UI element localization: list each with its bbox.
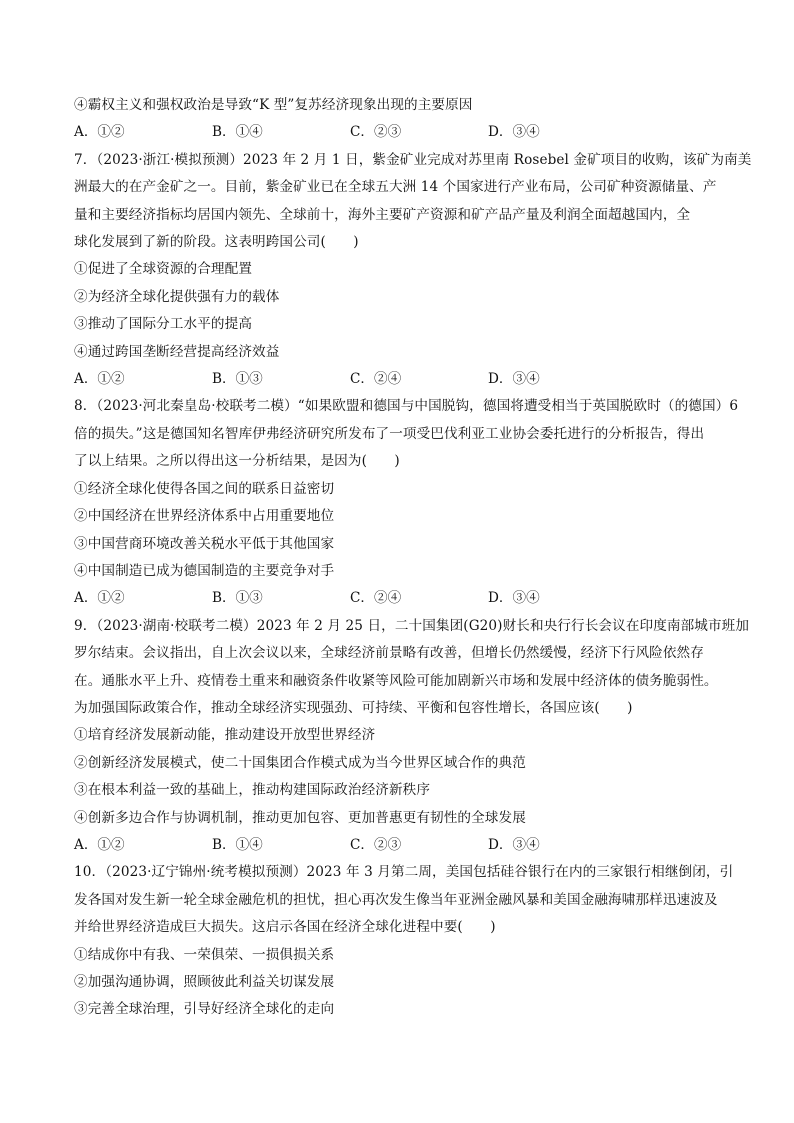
choice-line: ③中国营商环境改善关税水平低于其他国家	[74, 535, 335, 552]
question-stem-line: 倍的损失。”这是德国知名智库伊弗经济研究所发布了一项受巴伐利亚工业协会委托进行的分析报告，得出	[74, 425, 705, 442]
question-stem-line: 球化发展到了新的阶段。这表明跨国公司( )	[74, 234, 359, 251]
option-c: C．②④	[350, 371, 402, 388]
question-stem-line: 并给世界经济造成巨大损失。这启示各国在经济全球化进程中要( )	[74, 919, 496, 936]
question-stem-line: 为加强国际政策合作，推动全球经济实现强劲、可持续、平衡和包容性增长，各国应该( )	[74, 699, 633, 716]
option-c: C．②④	[350, 590, 402, 607]
question-6-tail	[74, 92, 726, 147]
choice-line: ③推动了国际分工水平的提高	[74, 316, 253, 333]
question-stem-line: 7．（2023·浙江·模拟预测）2023 年 2 月 1 日，紫金矿业完成对苏里南 Rosebel 金矿项目的收购，该矿为南美	[74, 151, 752, 168]
option-b: B．①④	[212, 836, 263, 853]
choice-line: ②创新经济发展模式，使二十国集团合作模式成为当今世界区域合作的典范	[74, 754, 526, 771]
option-a: A．①②	[74, 371, 125, 388]
question-8	[74, 393, 739, 612]
choice-line: ②中国经济在世界经济体系中占用重要地位	[74, 508, 335, 525]
option-c: C．②③	[350, 836, 402, 853]
choice-line: ①结成你中有我、一荣俱荣、一损俱损关系	[74, 946, 335, 963]
question-stem-line: 10．（2023·辽宁锦州·统考模拟预测）2023 年 3 月第二周，美国包括硅谷银行在内的三家银行相继倒闭，引	[74, 864, 734, 881]
question-stem-line: 洲最大的在产金矿之一。目前，紫金矿业已在全球五大洲 14 个国家进行产业布局，公司矿种资源储量、产	[74, 179, 717, 196]
choice-line: ①培育经济发展新动能，推动建设开放型世界经济	[74, 727, 376, 744]
question-stem-line: 罗尔结束。会议指出，自上次会议以来，全球经济前景略有改善，但增长仍然缓慢，经济下行风险依然存	[74, 645, 704, 662]
question-9	[74, 613, 750, 860]
choice-line: ③完善全球治理，引导好经济全球化的走向	[74, 1001, 335, 1018]
choice-line: ①经济全球化使得各国之间的联系日益密切	[74, 480, 335, 497]
option-b: B．①④	[212, 124, 263, 141]
option-d: D．③④	[488, 124, 540, 141]
choice-line: ④中国制造已成为德国制造的主要竞争对手	[74, 562, 335, 579]
option-a: A．①②	[74, 124, 125, 141]
choice-line: ④创新多边合作与协调机制，推动更加包容、更加普惠更有韧性的全球发展	[74, 809, 526, 826]
question-stem-line: 9．（2023·湖南·校联考二模）2023 年 2 月 25 日，二十国集团(G20)财长和央行行长会议在印度南部城市班加	[74, 617, 750, 634]
option-b: B．①③	[212, 371, 263, 388]
question-stem-line: 量和主要经济指标均居国内领先、全球前十，海外主要矿产资源和矿产品产量及利润全面超越国内，全	[74, 206, 691, 223]
answer-options	[74, 366, 726, 393]
option-a: A．①②	[74, 590, 125, 607]
choice-line: ④通过跨国垄断经营提高经济效益	[74, 343, 280, 360]
choice-line: ①促进了全球资源的合理配置	[74, 261, 253, 278]
answer-options	[74, 585, 726, 612]
question-stem-line: 在。通胀水平上升、疫情卷土重来和融资条件收紧等风险可能加剧新兴市场和发展中经济体的债务脆弱性。	[74, 672, 718, 689]
choice-line: ②为经济全球化提供强有力的载体	[74, 288, 280, 305]
option-b: B．①③	[212, 590, 263, 607]
option-d: D．③④	[488, 836, 540, 853]
option-a: A．①②	[74, 836, 125, 853]
option-d: D．③④	[488, 590, 540, 607]
question-10	[74, 859, 734, 1023]
question-stem-line: 发各国对发生新一轮全球金融危机的担忧，担心再次发生像当年亚洲金融风暴和美国金融海啸那样迅速波及	[74, 891, 718, 908]
choice-line: ④霸权主义和强权政治是导致“K 型”复苏经济现象出现的主要原因	[74, 97, 473, 113]
question-7	[74, 147, 752, 394]
answer-options	[74, 119, 726, 146]
option-c: C．②③	[350, 124, 402, 141]
answer-options	[74, 832, 726, 859]
option-d: D．③④	[488, 371, 540, 388]
question-stem-line: 8．（2023·河北秦皇岛·校联考二模）“如果欧盟和德国与中国脱钩，德国将遭受相当于英国脱欧时（的德国）6	[74, 398, 739, 415]
question-stem-line: 了以上结果。之所以得出这一分析结果，是因为( )	[74, 453, 400, 470]
choice-line: ③在根本利益一致的基础上，推动构建国际政治经济新秩序	[74, 782, 431, 799]
choice-line: ②加强沟通协调，照顾彼此利益关切谋发展	[74, 974, 335, 990]
